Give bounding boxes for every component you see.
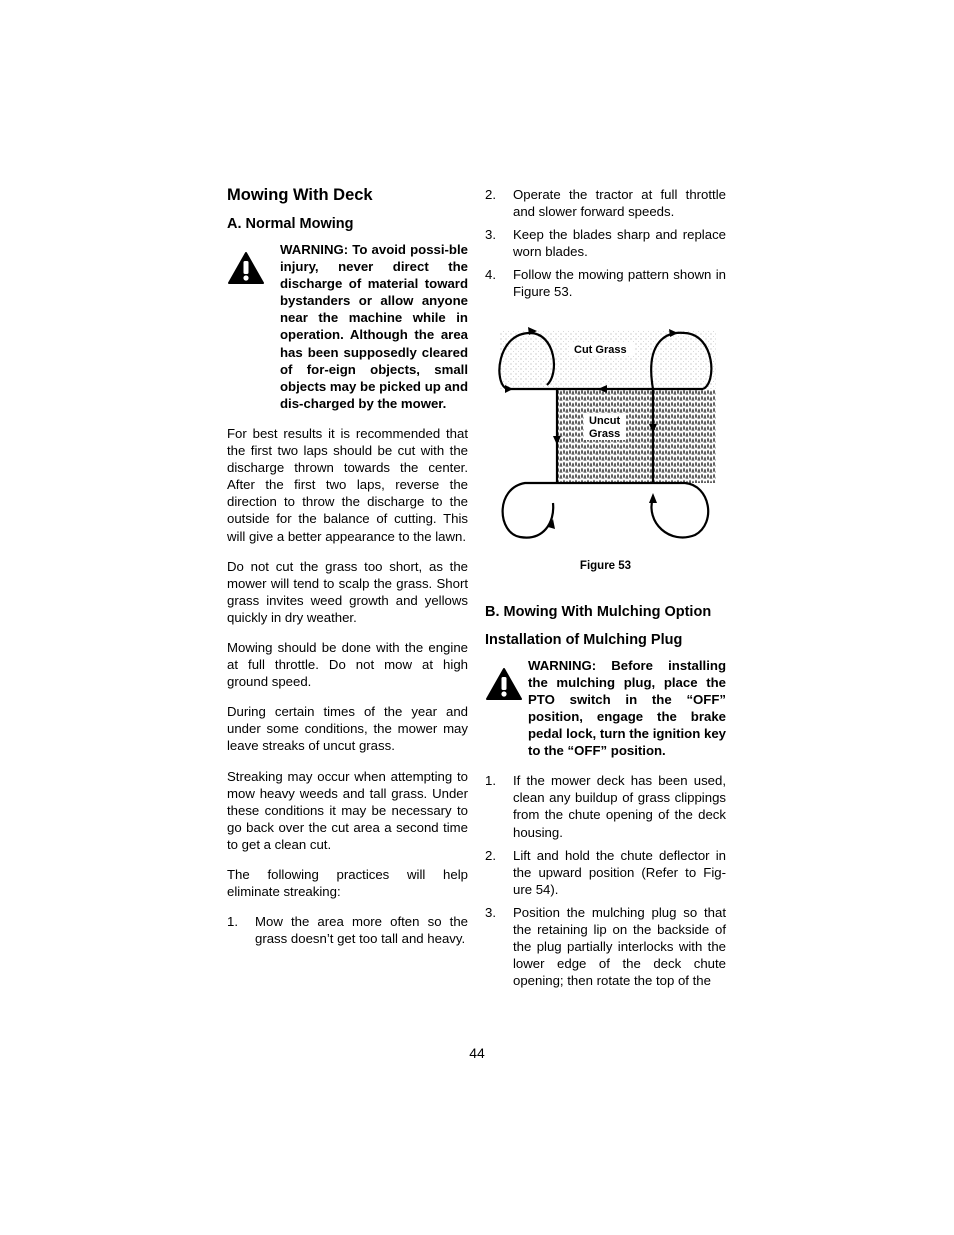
warning-icon [485, 657, 528, 760]
list-number: 3. [485, 227, 496, 243]
list-item [485, 847, 726, 898]
right-column [485, 186, 726, 995]
paragraph: Do not cut the grass too short, as the mower will tend to scalp the grass. Short grass invites weed growth and yellows quickly in dry weather. [227, 558, 468, 625]
list-text: If the mower deck has been used, clean any buildup of grass clippings from the chute opening of the deck housing. [513, 773, 726, 840]
list-item [485, 186, 726, 220]
warning-icon [227, 241, 280, 412]
paragraph: Mowing should be done with the engine at full throttle. Do not mow at high ground speed. [227, 639, 468, 690]
list-number: 2. [485, 187, 496, 202]
cut-grass-label: Cut Grass [574, 343, 627, 356]
paragraph: Streaking may occur when attempting to mow heavy weeds and tall grass. Under these conditions it may be necessary to go back over the cut area a second time to get a clean cut. [227, 768, 468, 852]
cut-grass-area [499, 331, 716, 389]
warning-block [227, 241, 468, 412]
list-item [485, 266, 726, 300]
paragraph: For best results it is recommended that the first two laps should be cut with the discharge thrown towards the center. After the first two laps, reverse the direction to throw the discharge to the outside for the balance of cutting. This will give a better appearance to the lawn. [227, 425, 468, 544]
list-item [485, 772, 726, 840]
list-item [227, 913, 468, 947]
list-number: 4. [485, 267, 496, 283]
list-text: Keep the blades sharp and replace worn blades. [513, 227, 726, 260]
streaking-list [227, 913, 468, 947]
list-item [485, 904, 726, 989]
list-item [485, 226, 726, 260]
list-text: Operate the tractor at full throttle and slower forward speeds. [513, 187, 726, 220]
list-number: 2. [485, 847, 496, 863]
list-number: 1. [485, 773, 496, 789]
page-number: 44 [469, 1045, 485, 1061]
list-text: Lift and hold the chute deflector in the upward position (Refer to Fig-ure 54). [513, 847, 726, 897]
section-b-heading: B. Mowing With Mulching Option [485, 603, 712, 620]
list-text: Position the mulching plug so that the retaining lip on the backside of the plug partially interlocks with the lower edge of the deck chute opening; then rotate the top of the [513, 904, 726, 989]
figure-caption: Figure 53 [579, 559, 632, 572]
paragraph: The following practices will help eliminate streaking: [227, 867, 468, 900]
uncut-grass-label-1: Uncut [589, 414, 621, 427]
left-column [227, 185, 468, 953]
warning-block [485, 657, 726, 760]
installation-steps [485, 772, 726, 989]
installation-heading: Installation of Mulching Plug [485, 631, 683, 648]
paragraph: During certain times of the year and under some conditions, the mower may leave streaks of uncut grass. [227, 704, 468, 754]
list-text: Follow the mowing pattern shown in Figure 53. [513, 267, 726, 300]
streaking-list-continued [485, 186, 726, 301]
section-title: Mowing With Deck [227, 186, 373, 204]
mowing-pattern-figure [485, 323, 726, 558]
warning-text: WARNING: To avoid possi-ble injury, never direct the discharge of material toward bystanders or allow anyone near the machine while in operation. Although the area has been supposedly cleared of for-eign objects, small objects may be picked up and dis-charged by the mower. [280, 242, 468, 411]
subsection-title: A. Normal Mowing [227, 216, 354, 232]
list-number: 3. [485, 904, 496, 920]
warning-text: WARNING: Before installing the mulching plug, place the PTO switch in the “OFF” position, engage the brake pedal lock, turn the ignition key to the “OFF” position. [528, 657, 726, 759]
list-text: Mow the area more often so the grass doesn’t get too tall and heavy. [255, 914, 468, 947]
uncut-grass-label-2: Grass [589, 427, 621, 440]
list-number: 1. [227, 914, 238, 930]
mowing-pattern-diagram [485, 323, 726, 558]
